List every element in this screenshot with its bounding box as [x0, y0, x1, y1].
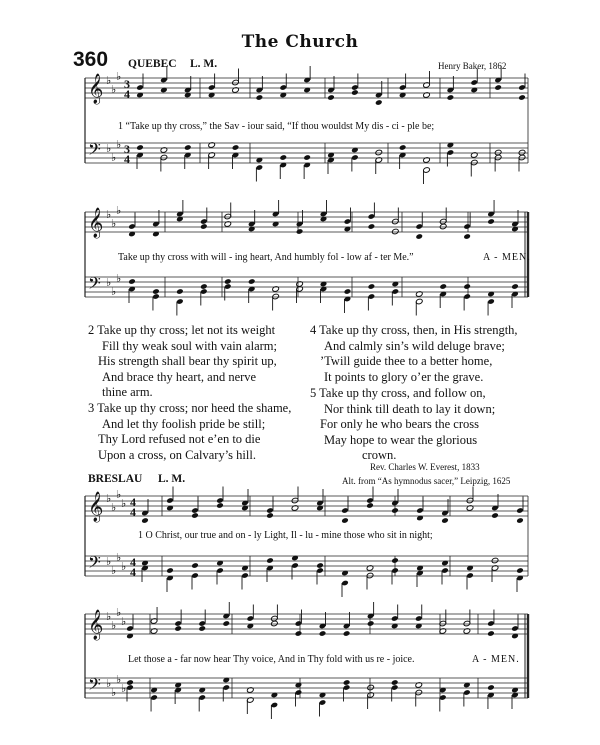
note-head — [441, 517, 449, 524]
svg-text:♭: ♭ — [111, 686, 117, 699]
stanza-line: ’Twill guide thee to a better home, — [320, 354, 493, 368]
stanza-line: Nor think till death to lay it down; — [324, 401, 496, 416]
note-head — [191, 562, 199, 569]
note-head — [516, 517, 524, 524]
stanza-line: crown. — [362, 448, 397, 462]
svg-text:♭: ♭ — [111, 217, 117, 230]
note-head — [152, 288, 160, 295]
svg-text:𝄞: 𝄞 — [88, 208, 104, 238]
note-head — [366, 502, 374, 509]
note-head — [367, 684, 375, 691]
section-title: The Church — [241, 32, 359, 52]
svg-text:♭: ♭ — [121, 682, 127, 695]
note-head — [200, 283, 208, 290]
note-head — [174, 625, 182, 632]
svg-text:4: 4 — [130, 565, 136, 579]
svg-text:♭: ♭ — [111, 619, 117, 632]
svg-text:♭: ♭ — [116, 70, 122, 83]
note-head — [351, 89, 359, 96]
stanza-line: 3 Take up thy cross; nor heed the shame, — [88, 401, 292, 415]
svg-text:𝄢: 𝄢 — [88, 552, 101, 576]
note-head — [375, 149, 383, 156]
svg-text:♭: ♭ — [116, 673, 122, 686]
svg-text:𝄢: 𝄢 — [88, 674, 101, 698]
svg-text:♭: ♭ — [111, 285, 117, 298]
note-head — [391, 679, 399, 686]
lyric-line-3: 1 O Christ, our true and on - ly Light, Il - lu - mine those who sit in night; — [138, 530, 433, 541]
svg-text:♭: ♭ — [116, 606, 122, 619]
note-head — [222, 620, 230, 627]
note-head — [491, 512, 499, 519]
note-head — [176, 288, 184, 295]
svg-text:4: 4 — [124, 87, 130, 101]
svg-text:𝄞: 𝄞 — [88, 610, 104, 640]
stanza-line: For only he who bears the cross — [320, 417, 479, 431]
svg-text:♭: ♭ — [106, 142, 112, 155]
stanza-line: Thy Lord refused not e’en to die — [98, 432, 261, 446]
svg-text:♭: ♭ — [111, 501, 117, 514]
svg-text:𝄢: 𝄢 — [88, 273, 101, 297]
note-head — [463, 283, 471, 290]
note-head — [303, 154, 311, 161]
note-head — [341, 517, 349, 524]
stanza-line: And brace thy heart, and nerve — [102, 369, 257, 384]
note-head — [415, 233, 423, 240]
note-head — [136, 144, 144, 151]
note-head — [487, 218, 495, 225]
svg-text:4: 4 — [124, 152, 130, 166]
svg-text:♭: ♭ — [106, 74, 112, 87]
note-head — [319, 630, 327, 637]
note-head — [375, 99, 383, 106]
note-head — [327, 94, 335, 101]
stanza-line: It points to glory o’er the grave. — [324, 369, 484, 384]
svg-text:4: 4 — [130, 505, 136, 519]
note-head — [295, 630, 303, 637]
svg-text:♭: ♭ — [116, 138, 122, 151]
svg-text:4: 4 — [130, 555, 136, 569]
stanza-5 — [310, 386, 495, 464]
lyric-line-2: Take up thy cross with will - ing heart, And humbly fol - low af - ter Me.” — [118, 252, 414, 263]
tune-name-two: BRESLAU — [88, 473, 143, 485]
svg-text:♭: ♭ — [106, 555, 112, 568]
stanza-line: 2 Take up thy cross; let not its weight — [88, 323, 276, 337]
svg-text:♭: ♭ — [106, 610, 112, 623]
note-head — [399, 144, 407, 151]
amen-1: A - MEN. — [483, 252, 531, 263]
svg-text:3: 3 — [124, 142, 130, 156]
stanza-line: 5 Take up thy cross, and follow on, — [310, 386, 486, 400]
svg-text:4: 4 — [130, 495, 136, 509]
note-head — [316, 562, 324, 569]
note-head — [491, 557, 499, 564]
note-head — [141, 517, 149, 524]
note-head — [516, 567, 524, 574]
tune-source: Alt. from “As hymnodus sacer,” Leipzig, 1625 — [342, 476, 511, 486]
svg-text:♭: ♭ — [121, 615, 127, 628]
note-head — [166, 567, 174, 574]
svg-text:♭: ♭ — [106, 276, 112, 289]
note-head — [271, 620, 279, 627]
note-head — [439, 283, 447, 290]
note-head — [224, 278, 232, 285]
stanza-line: And let thy foolish pride be still; — [102, 416, 266, 431]
note-head — [266, 557, 274, 564]
note-head — [343, 679, 351, 686]
svg-text:3: 3 — [124, 77, 130, 91]
stanza-2 — [88, 323, 277, 401]
note-head — [447, 94, 455, 101]
staff-4-treble — [85, 614, 528, 634]
lyric-line-4: Let those a - far now hear Thy voice, And in Thy fold with us re - joice. — [128, 654, 415, 665]
note-head — [256, 94, 264, 101]
stanza-line: Upon a cross, on Calvary’s hill. — [98, 447, 256, 462]
staff-2-treble — [85, 212, 528, 232]
hymn-number: 360 — [73, 48, 109, 71]
svg-text:𝄞: 𝄞 — [88, 74, 104, 104]
note-head — [368, 283, 376, 290]
note-head — [463, 233, 471, 240]
svg-text:♭: ♭ — [106, 208, 112, 221]
stanza-line: 4 Take up thy cross, then, in His strength, — [310, 323, 518, 337]
svg-text:𝄞: 𝄞 — [88, 492, 104, 522]
note-head — [344, 288, 352, 295]
tune-meter: L. M. — [190, 58, 218, 70]
note-head — [232, 144, 240, 151]
note-head — [343, 630, 351, 637]
note-head — [216, 502, 224, 509]
svg-text:♭: ♭ — [106, 492, 112, 505]
stanza-line: And calmly sin’s wild deluge brave; — [324, 338, 505, 353]
staff-3-bass — [85, 556, 528, 576]
staff-2-bass — [85, 277, 528, 297]
note-head — [391, 557, 399, 564]
svg-text:♭: ♭ — [106, 677, 112, 690]
amen-2: A - MEN. — [472, 654, 520, 665]
svg-text:♭: ♭ — [111, 83, 117, 96]
svg-text:♭: ♭ — [111, 151, 117, 164]
note-head — [511, 283, 519, 290]
note-head — [296, 228, 304, 235]
note-head — [487, 630, 495, 637]
author-credit: Rev. Charles W. Everest, 1833 — [370, 462, 480, 472]
note-head — [368, 223, 376, 230]
note-head — [518, 94, 526, 101]
lyric-line-1: 1 “Take up thy cross,” the Sav - iour said, “If thou wouldst My dis - ci - ple be; — [118, 121, 435, 132]
note-head — [487, 684, 495, 691]
note-head — [392, 228, 400, 235]
note-head — [191, 512, 199, 519]
tune-name: QUEBEC — [128, 58, 177, 70]
stanza-line: His strength shall bear thy spirit up, — [98, 354, 277, 368]
stanza-line: thine arm. — [102, 385, 153, 399]
staff-4-bass — [85, 678, 528, 698]
note-head — [198, 625, 206, 632]
note-head — [279, 154, 287, 161]
note-head — [200, 223, 208, 230]
svg-text:𝄢: 𝄢 — [88, 139, 101, 163]
svg-text:♭: ♭ — [116, 204, 122, 217]
stanza-line: Fill thy weak soul with vain alarm; — [102, 338, 277, 353]
note-head — [126, 679, 134, 686]
composer-credit: Henry Baker, 1862 — [438, 61, 507, 71]
tune-meter-two: L. M. — [158, 473, 186, 485]
stanza-4 — [310, 323, 518, 385]
svg-text:♭: ♭ — [116, 551, 122, 564]
svg-text:♭: ♭ — [116, 272, 122, 285]
note-head — [184, 144, 192, 151]
note-head — [367, 620, 375, 627]
note-head — [266, 512, 274, 519]
stanza-line: May hope to wear the glorious — [324, 432, 478, 447]
svg-text:♭: ♭ — [111, 564, 117, 577]
staff-1-bass — [85, 143, 528, 163]
svg-text:♭: ♭ — [116, 488, 122, 501]
note-head — [494, 84, 502, 91]
svg-text:♭: ♭ — [121, 560, 127, 573]
svg-text:♭: ♭ — [121, 497, 127, 510]
note-head — [391, 507, 399, 514]
stanza-3 — [88, 401, 291, 463]
staff-3-treble — [85, 496, 528, 516]
note-head — [128, 278, 136, 285]
note-head — [439, 223, 447, 230]
note-head — [248, 278, 256, 285]
